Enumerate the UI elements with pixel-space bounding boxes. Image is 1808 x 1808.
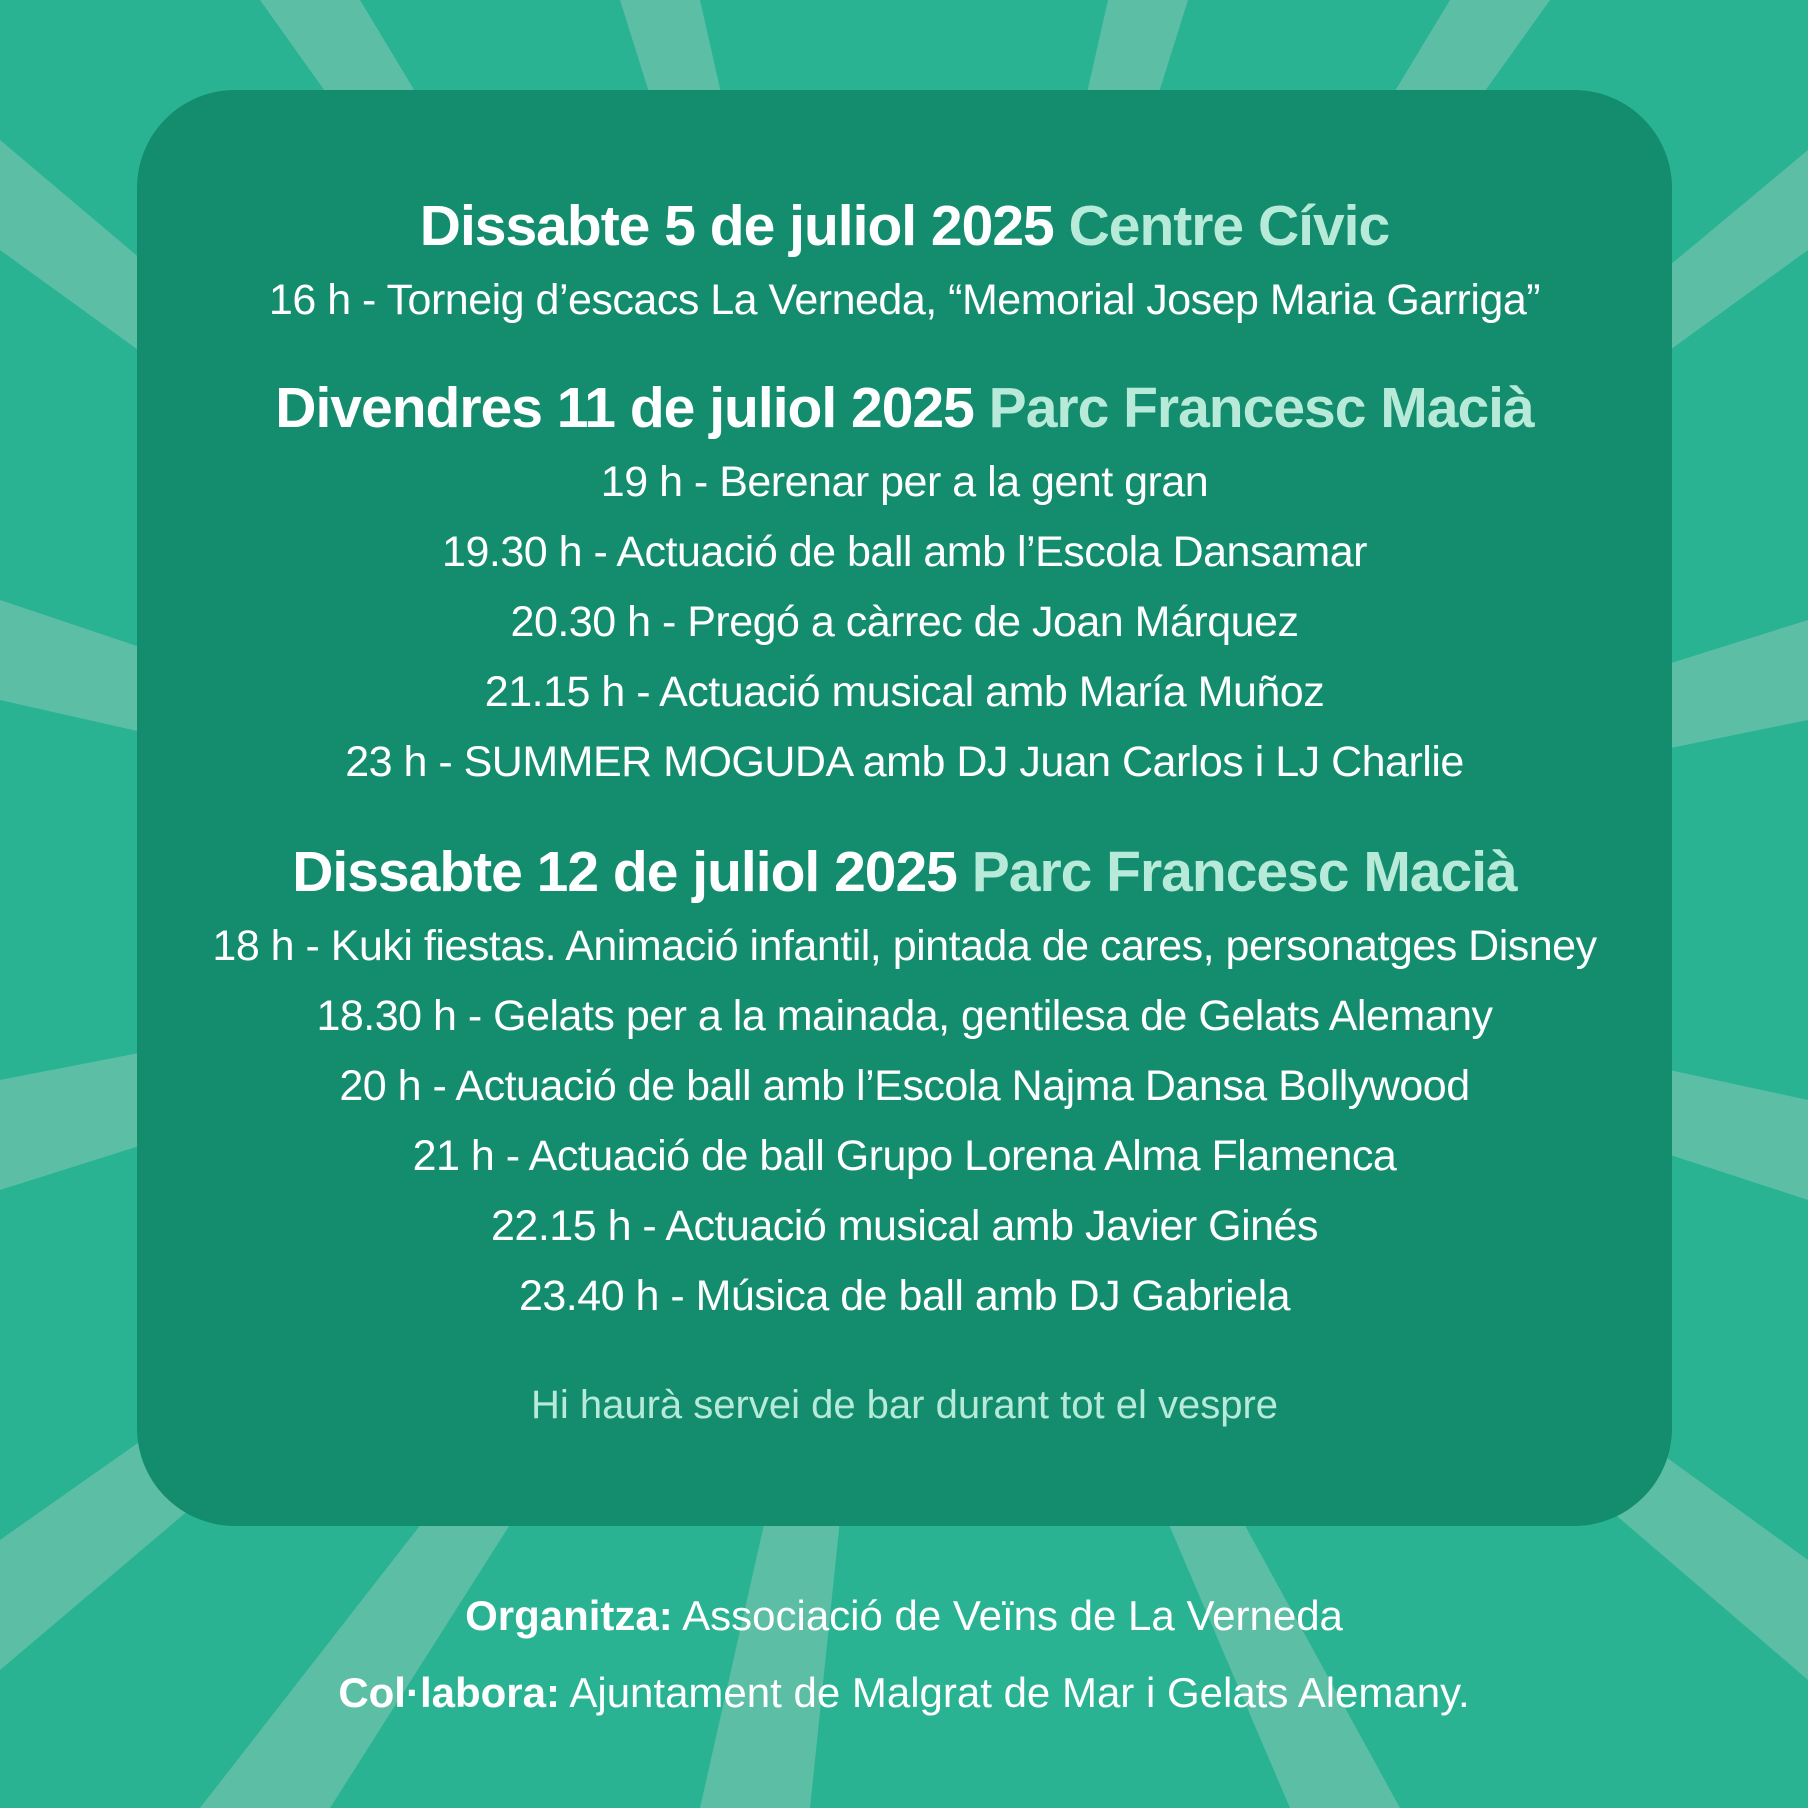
event-item: 21.15 h - Actuació musical amb María Muñoz [484, 668, 1325, 716]
event-item: 16 h - Torneig d’escacs La Verneda, “Memorial Josep Maria Garriga” [268, 276, 1541, 324]
event-item: 18 h - Kuki fiestas. Animació infantil, pintada de cares, personatges Disney [212, 922, 1597, 970]
event-item: 19.30 h - Actuació de ball amb l’Escola Dansamar [442, 528, 1367, 576]
program-content [137, 90, 1672, 1435]
day-place: Centre Cívic [1068, 194, 1390, 258]
day-heading [137, 833, 1672, 911]
collaborator-label: Col·labora: [338, 1669, 560, 1716]
day-date: Dissabte 12 de juliol 2025 [292, 840, 957, 904]
event-item: 22.15 h - Actuació musical amb Javier Ginés [491, 1202, 1318, 1250]
event-item: 21 h - Actuació de ball Grupo Lorena Alma Flamenca [412, 1132, 1397, 1180]
day-place: Parc Francesc Macià [988, 376, 1534, 440]
day-heading [137, 187, 1672, 265]
footer-organizer [0, 1586, 1808, 1646]
day-heading [137, 369, 1672, 447]
day-date: Divendres 11 de juliol 2025 [275, 376, 974, 440]
collaborator-name: Ajuntament de Malgrat de Mar i Gelats Alemany. [569, 1669, 1470, 1716]
organizer-label: Organitza: [465, 1592, 673, 1639]
event-item: 20 h - Actuació de ball amb l’Escola Najma Dansa Bollywood [339, 1062, 1470, 1110]
event-item: 23.40 h - Música de ball amb DJ Gabriela [518, 1272, 1291, 1320]
day-place: Parc Francesc Macià [971, 840, 1517, 904]
event-item: 23 h - SUMMER MOGUDA amb DJ Juan Carlos i LJ Charlie [345, 738, 1464, 786]
bar-service-note: Hi haurà servei de bar durant tot el vespre [530, 1383, 1279, 1427]
day-date: Dissabte 5 de juliol 2025 [419, 194, 1054, 258]
event-item: 19 h - Berenar per a la gent gran [600, 458, 1209, 506]
event-item: 20.30 h - Pregó a càrrec de Joan Márquez [510, 598, 1299, 646]
footer-collaborator [0, 1663, 1808, 1723]
event-item: 18.30 h - Gelats per a la mainada, gentilesa de Gelats Alemany [316, 992, 1493, 1040]
organizer-name: Associació de Veïns de La Verneda [682, 1592, 1343, 1639]
